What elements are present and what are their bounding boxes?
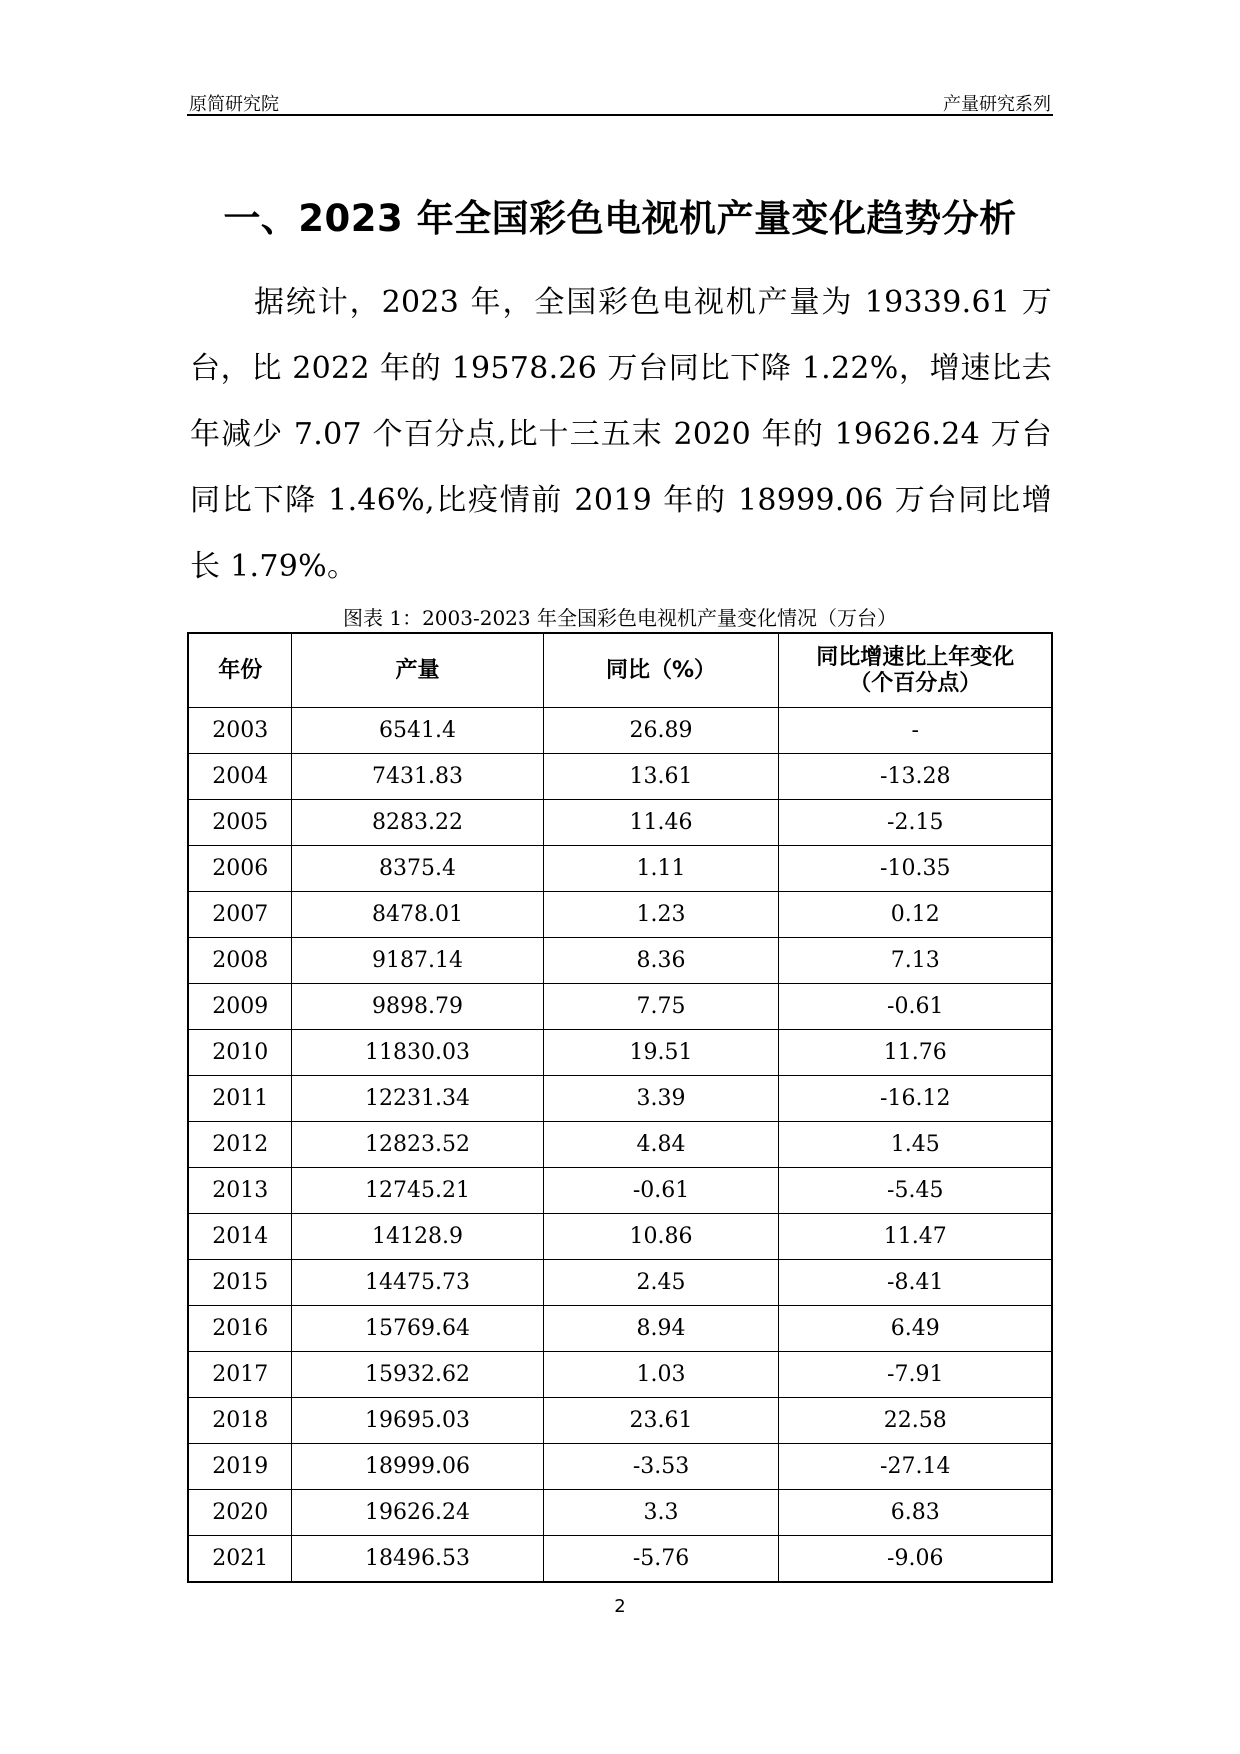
table-row (188, 984, 1052, 1030)
cell-yoy: 19.51 (543, 1030, 779, 1076)
cell-production: 14475.73 (292, 1260, 543, 1306)
table-row (188, 800, 1052, 846)
cell-year: 2010 (188, 1030, 292, 1076)
cell-yoy: -0.61 (543, 1168, 779, 1214)
cell-production: 9898.79 (292, 984, 543, 1030)
cell-production: 15932.62 (292, 1352, 543, 1398)
cell-growth-change: -8.41 (779, 1260, 1052, 1306)
cell-production: 12745.21 (292, 1168, 543, 1214)
section-title: 一、2023 年全国彩色电视机产量变化趋势分析 (223, 197, 1017, 240)
table-row (188, 1444, 1052, 1490)
table-header (188, 633, 1052, 708)
header-year: 年份 (188, 633, 292, 708)
cell-year: 2012 (188, 1122, 292, 1168)
cell-yoy: 26.89 (543, 708, 779, 754)
cell-growth-change: 1.45 (779, 1122, 1052, 1168)
table-row (188, 754, 1052, 800)
cell-growth-change: -7.91 (779, 1352, 1052, 1398)
cell-growth-change: 6.83 (779, 1490, 1052, 1536)
cell-yoy: 4.84 (543, 1122, 779, 1168)
table-header-row (188, 633, 1052, 708)
header-growth-change: 同比增速比上年变化 （个百分点） (779, 633, 1052, 708)
table-row (188, 1352, 1052, 1398)
cell-year: 2015 (188, 1260, 292, 1306)
table-row (188, 938, 1052, 984)
page-number: 2 (614, 1596, 626, 1617)
cell-yoy: 8.94 (543, 1306, 779, 1352)
page-header (187, 86, 1053, 116)
cell-growth-change: 6.49 (779, 1306, 1052, 1352)
cell-yoy: 23.61 (543, 1398, 779, 1444)
cell-yoy: 10.86 (543, 1214, 779, 1260)
cell-growth-change: -13.28 (779, 754, 1052, 800)
cell-production: 11830.03 (292, 1030, 543, 1076)
cell-production: 15769.64 (292, 1306, 543, 1352)
cell-growth-change: -9.06 (779, 1536, 1052, 1583)
table-row (188, 1076, 1052, 1122)
cell-year: 2005 (188, 800, 292, 846)
cell-growth-change: 22.58 (779, 1398, 1052, 1444)
cell-production: 18496.53 (292, 1536, 543, 1583)
cell-yoy: 11.46 (543, 800, 779, 846)
cell-production: 9187.14 (292, 938, 543, 984)
table-row (188, 1536, 1052, 1583)
cell-yoy: 13.61 (543, 754, 779, 800)
cell-production: 8375.4 (292, 846, 543, 892)
table-row (188, 846, 1052, 892)
cell-year: 2019 (188, 1444, 292, 1490)
cell-yoy: 3.39 (543, 1076, 779, 1122)
cell-year: 2011 (188, 1076, 292, 1122)
cell-year: 2008 (188, 938, 292, 984)
cell-production: 8283.22 (292, 800, 543, 846)
cell-growth-change: -10.35 (779, 846, 1052, 892)
cell-growth-change: -16.12 (779, 1076, 1052, 1122)
table-body (188, 708, 1052, 1583)
cell-year: 2013 (188, 1168, 292, 1214)
cell-year: 2016 (188, 1306, 292, 1352)
cell-growth-change: -5.45 (779, 1168, 1052, 1214)
cell-yoy: 7.75 (543, 984, 779, 1030)
table-row (188, 708, 1052, 754)
cell-yoy: 8.36 (543, 938, 779, 984)
table-row (188, 1398, 1052, 1444)
table-row (188, 892, 1052, 938)
cell-year: 2020 (188, 1490, 292, 1536)
cell-yoy: -3.53 (543, 1444, 779, 1490)
table-row (188, 1168, 1052, 1214)
body-paragraph: 据统计，2023 年，全国彩色电视机产量为 19339.61 万台，比 2022 年的 19578.26 万台同比下降 1.22%，增速比去年减少 7.07 个百分点,比十三五末 2020 年的 19626.24 万台同比下降 1.46%,比疫情前 2019 年的 18999.06 万台同比增长 1.79%。 (190, 285, 1052, 584)
cell-yoy: 2.45 (543, 1260, 779, 1306)
header-production: 产量 (292, 633, 543, 708)
cell-growth-change: - (779, 708, 1052, 754)
table-row (188, 1490, 1052, 1536)
cell-yoy: -5.76 (543, 1536, 779, 1583)
header-org-name: 原简研究院 (189, 94, 279, 115)
cell-production: 7431.83 (292, 754, 543, 800)
header-series-name: 产量研究系列 (943, 94, 1051, 115)
cell-production: 6541.4 (292, 708, 543, 754)
cell-growth-change: -0.61 (779, 984, 1052, 1030)
cell-production: 18999.06 (292, 1444, 543, 1490)
cell-growth-change: 11.47 (779, 1214, 1052, 1260)
cell-yoy: 1.11 (543, 846, 779, 892)
cell-production: 19626.24 (292, 1490, 543, 1536)
cell-production: 12823.52 (292, 1122, 543, 1168)
cell-year: 2021 (188, 1536, 292, 1583)
cell-production: 12231.34 (292, 1076, 543, 1122)
cell-year: 2004 (188, 754, 292, 800)
cell-year: 2017 (188, 1352, 292, 1398)
cell-growth-change: -27.14 (779, 1444, 1052, 1490)
production-table (187, 632, 1053, 1583)
cell-year: 2014 (188, 1214, 292, 1260)
cell-production: 14128.9 (292, 1214, 543, 1260)
cell-production: 8478.01 (292, 892, 543, 938)
cell-production: 19695.03 (292, 1398, 543, 1444)
table-row (188, 1214, 1052, 1260)
cell-year: 2006 (188, 846, 292, 892)
cell-year: 2018 (188, 1398, 292, 1444)
cell-growth-change: 11.76 (779, 1030, 1052, 1076)
cell-year: 2009 (188, 984, 292, 1030)
cell-growth-change: -2.15 (779, 800, 1052, 846)
cell-yoy: 1.03 (543, 1352, 779, 1398)
cell-yoy: 1.23 (543, 892, 779, 938)
table-row (188, 1260, 1052, 1306)
table-caption: 图表 1：2003-2023 年全国彩色电视机产量变化情况（万台） (343, 606, 897, 630)
cell-year: 2003 (188, 708, 292, 754)
cell-growth-change: 7.13 (779, 938, 1052, 984)
table-row (188, 1030, 1052, 1076)
table-row (188, 1306, 1052, 1352)
table-row (188, 1122, 1052, 1168)
header-yoy: 同比（%） (543, 633, 779, 708)
cell-yoy: 3.3 (543, 1490, 779, 1536)
cell-growth-change: 0.12 (779, 892, 1052, 938)
cell-year: 2007 (188, 892, 292, 938)
